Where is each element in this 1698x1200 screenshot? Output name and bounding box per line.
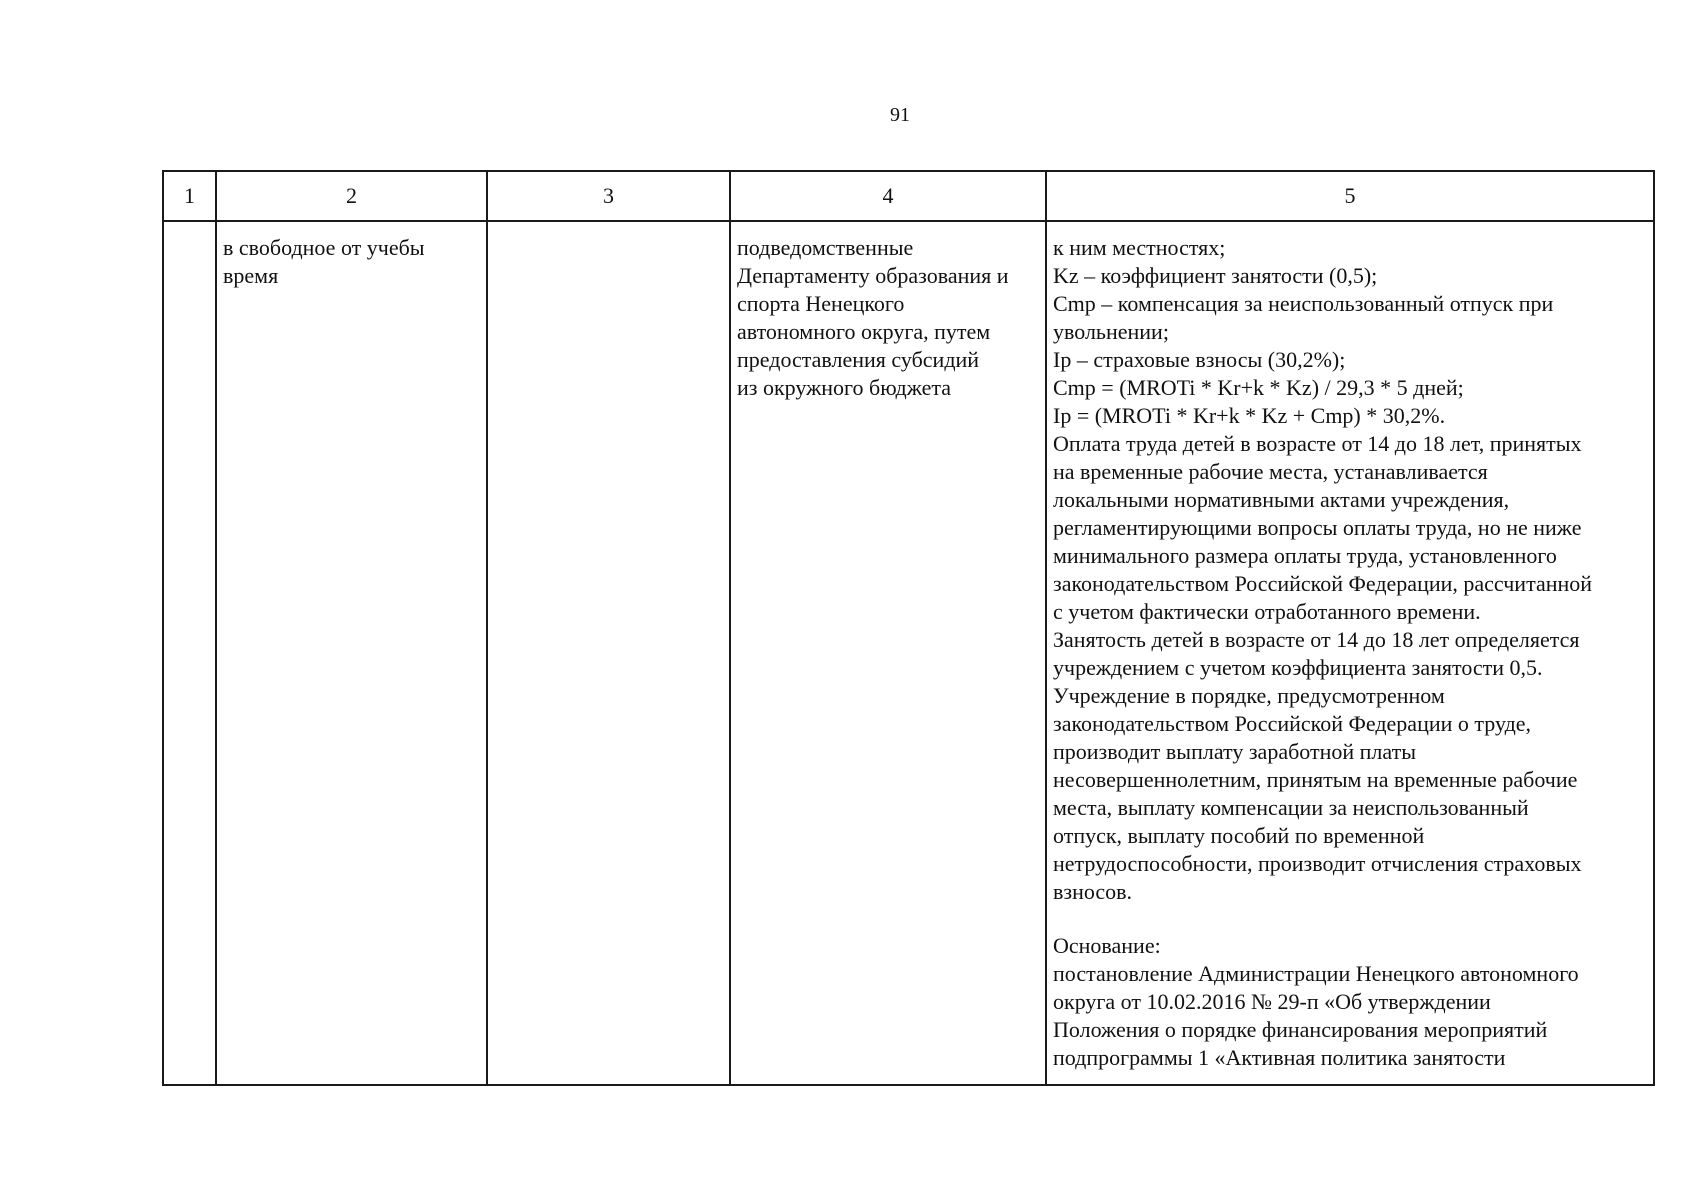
text-line: подпрограммы 1 «Активная политика занятости <box>1053 1045 1506 1070</box>
text-line: на временные рабочие места, устанавливается <box>1053 459 1488 484</box>
column-header-1: 1 <box>163 171 216 221</box>
text-line: постановление Администрации Ненецкого автономного <box>1053 961 1579 986</box>
text-line: минимального размера оплаты труда, установленного <box>1053 543 1557 568</box>
text-line: из окружного бюджета <box>737 375 952 400</box>
text-line: в свободное от учебы <box>223 235 425 260</box>
cell-col-4-text <box>731 222 1045 402</box>
text-line: Ip – страховые взносы (30,2%); <box>1053 347 1346 372</box>
text-line: учреждением с учетом коэффициента занятости 0,5. <box>1053 655 1543 680</box>
text-line: Ip = (MROTi * Kr+k * Kz + Cmp) * 30,2%. <box>1053 403 1446 428</box>
document-table <box>162 170 1655 1086</box>
cell-col-2-text <box>217 222 486 290</box>
text-line: предоставления субсидий <box>737 347 980 372</box>
text-line: Занятость детей в возрасте от 14 до 18 лет определяется <box>1053 627 1580 652</box>
cell-col-5 <box>1046 221 1654 1085</box>
text-line: законодательством Российской Федерации о труде, <box>1053 711 1532 736</box>
cell-col-5-text <box>1047 222 1653 906</box>
text-line: места, выплату компенсации за неиспользованный <box>1053 795 1529 820</box>
text-line: отпуск, выплату пособий по временной <box>1053 823 1425 848</box>
text-line: время <box>223 263 279 288</box>
text-line: Kz – коэффициент занятости (0,5); <box>1053 263 1378 288</box>
text-line: подведомственные <box>737 235 914 260</box>
text-line: локальными нормативными актами учреждения, <box>1053 487 1510 512</box>
text-line: Оплата труда детей в возрасте от 14 до 18 лет, принятых <box>1053 431 1582 456</box>
text-line: Положения о порядке финансирования мероприятий <box>1053 1017 1548 1042</box>
paragraph-gap <box>1047 906 1653 932</box>
text-line: несовершеннолетним, принятым на временные рабочие <box>1053 767 1578 792</box>
cell-col-1 <box>163 221 216 1085</box>
text-line: округа от 10.02.2016 № 29-п «Об утверждении <box>1053 989 1491 1014</box>
column-header-2: 2 <box>216 171 487 221</box>
page-number: 91 <box>890 104 910 126</box>
cell-col-5-basis <box>1047 932 1653 1072</box>
table-header-row <box>163 171 1654 221</box>
text-line: увольнении; <box>1053 319 1169 344</box>
column-header-5: 5 <box>1046 171 1654 221</box>
text-line: Cmp = (MROTi * Kr+k * Kz) / 29,3 * 5 дней; <box>1053 375 1464 400</box>
text-line: нетрудоспособности, производит отчисления страховых <box>1053 851 1582 876</box>
text-line: Cmp – компенсация за неиспользованный отпуск при <box>1053 291 1554 316</box>
text-line: Учреждение в порядке, предусмотренном <box>1053 683 1445 708</box>
column-header-3: 3 <box>487 171 730 221</box>
text-line: Основание: <box>1053 933 1161 958</box>
cell-col-4 <box>730 221 1046 1085</box>
cell-col-3-text <box>488 222 729 234</box>
text-line: взносов. <box>1053 879 1133 904</box>
column-header-4: 4 <box>730 171 1046 221</box>
text-line: Департаменту образования и <box>737 263 1009 288</box>
text-line: с учетом фактически отработанного времени. <box>1053 599 1481 624</box>
text-line: к ним местностях; <box>1053 235 1226 260</box>
cell-col-3 <box>487 221 730 1085</box>
text-line: автономного округа, путем <box>737 319 991 344</box>
text-line: производит выплату заработной платы <box>1053 739 1416 764</box>
cell-col-2 <box>216 221 487 1085</box>
text-line: спорта Ненецкого <box>737 291 905 316</box>
text-line: регламентирующими вопросы оплаты труда, но не ниже <box>1053 515 1582 540</box>
table-row <box>163 221 1654 1085</box>
text-line: законодательством Российской Федерации, рассчитанной <box>1053 571 1593 596</box>
